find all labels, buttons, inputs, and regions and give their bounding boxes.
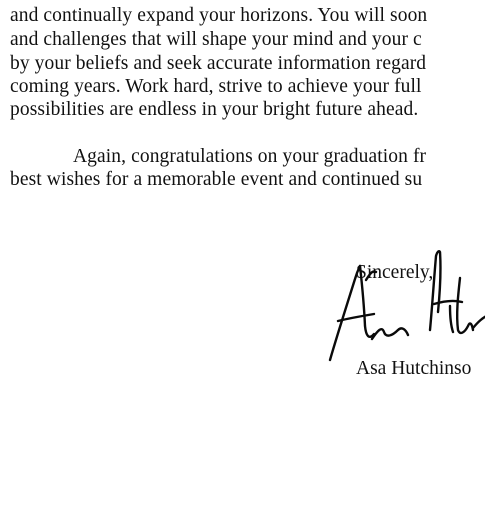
letter-line: and challenges that will shape your mind and your c [10, 29, 422, 50]
closing-text: Sincerely, [356, 262, 434, 283]
handwritten-signature [322, 244, 485, 369]
letter-line: and continually expand your horizons. You will soon [10, 5, 428, 26]
letter-line: by your beliefs and seek accurate information regard [10, 53, 427, 74]
letter-line: coming years. Work hard, strive to achieve your full [10, 76, 422, 97]
letter-line: Again, congratulations on your graduation fr [73, 146, 427, 167]
letter-line: best wishes for a memorable event and continued su [10, 169, 423, 190]
signer-name: Asa Hutchinso [356, 358, 472, 379]
letter-line: possibilities are endless in your bright future ahead. [10, 99, 419, 120]
